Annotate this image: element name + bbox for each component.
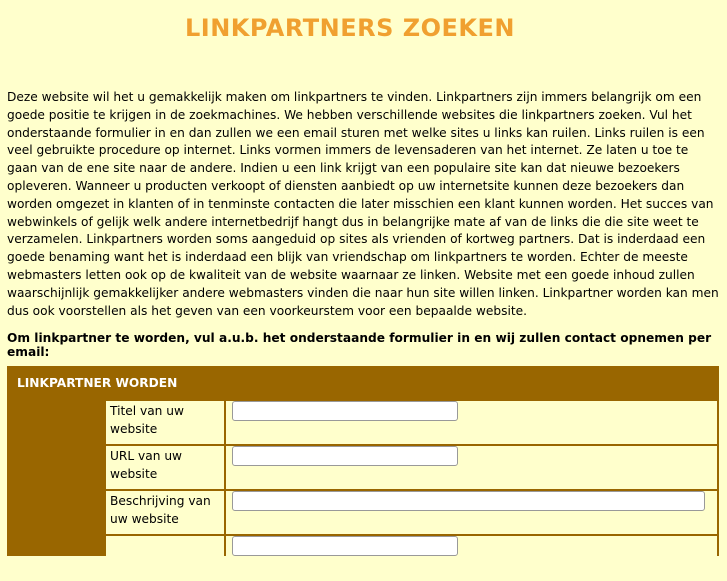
form-title: LINKPARTNER WORDEN: [17, 376, 178, 390]
form-row-title: [106, 401, 717, 444]
site-title-label: Titel van uw website: [106, 401, 224, 444]
form-instruction: Om linkpartner te worden, vul a.u.b. het onderstaande formulier in en wij zullen contact opnemen per email:: [7, 331, 712, 359]
next-field-input[interactable]: [232, 536, 458, 556]
form-row-url: [106, 446, 717, 489]
form-table: [104, 399, 719, 581]
intro-paragraph: Deze website wil het u gemakkelijk maken om linkpartners te vinden. Linkpartners zijn immers belangrijk om een goede positie te krijgen in de zoekmachines. We hebben verschillende websites die linkpartners zoeken. Vul het onderstaande formulier in en dan zullen we een email sturen met welke sites u links kan ruilen. Links ruilen is een veel gebruikte procedure op internet. Links vormen immers de levensaderen van het internet. Ze laten u toe te gaan van de ene site naar de andere. Indien u een link krijgt van een populaire site kan dat nieuwe bezoekers opleveren. Wanneer u producten verkoopt of diensten aanbiedt op uw internetsite kunnen deze bezoekers dan worden omgezet in klanten of in tenminste contacten die later misschien een klant kunnen worden. Het succes van webwinkels of gelijk welk andere internetbedrijf hangt dus in belangrijke mate af van de links die die site weet te verzamelen. Linkpartners worden soms aangeduid op sites als vrienden of kortweg partners. Dat is inderdaad een goede benaming want het is inderdaad een blijk van vriendschap om linkpartners te worden. Echter de meeste webmasters letten ook op de kwaliteit van de website waarnaar ze linken. Website met een goede inhoud zullen waarschijnlijk gemakkelijker andere webmasters vinden die naar hun site willen linken. Linkpartner worden kan men dus ook voorstellen als het geven van een voorkeurstem voor een bepaalde website.: [7, 90, 719, 318]
site-url-input[interactable]: [232, 446, 458, 466]
site-description-input[interactable]: [232, 491, 705, 511]
site-url-label: URL van uw website: [106, 446, 224, 489]
site-title-input[interactable]: [232, 401, 458, 421]
linkpartner-form: [7, 366, 719, 556]
page-title: LINKPARTNERS ZOEKEN: [184, 14, 516, 42]
site-description-label: Beschrijving van uw website: [106, 491, 224, 534]
form-row-description: [106, 491, 717, 534]
form-row-next: [106, 536, 717, 579]
